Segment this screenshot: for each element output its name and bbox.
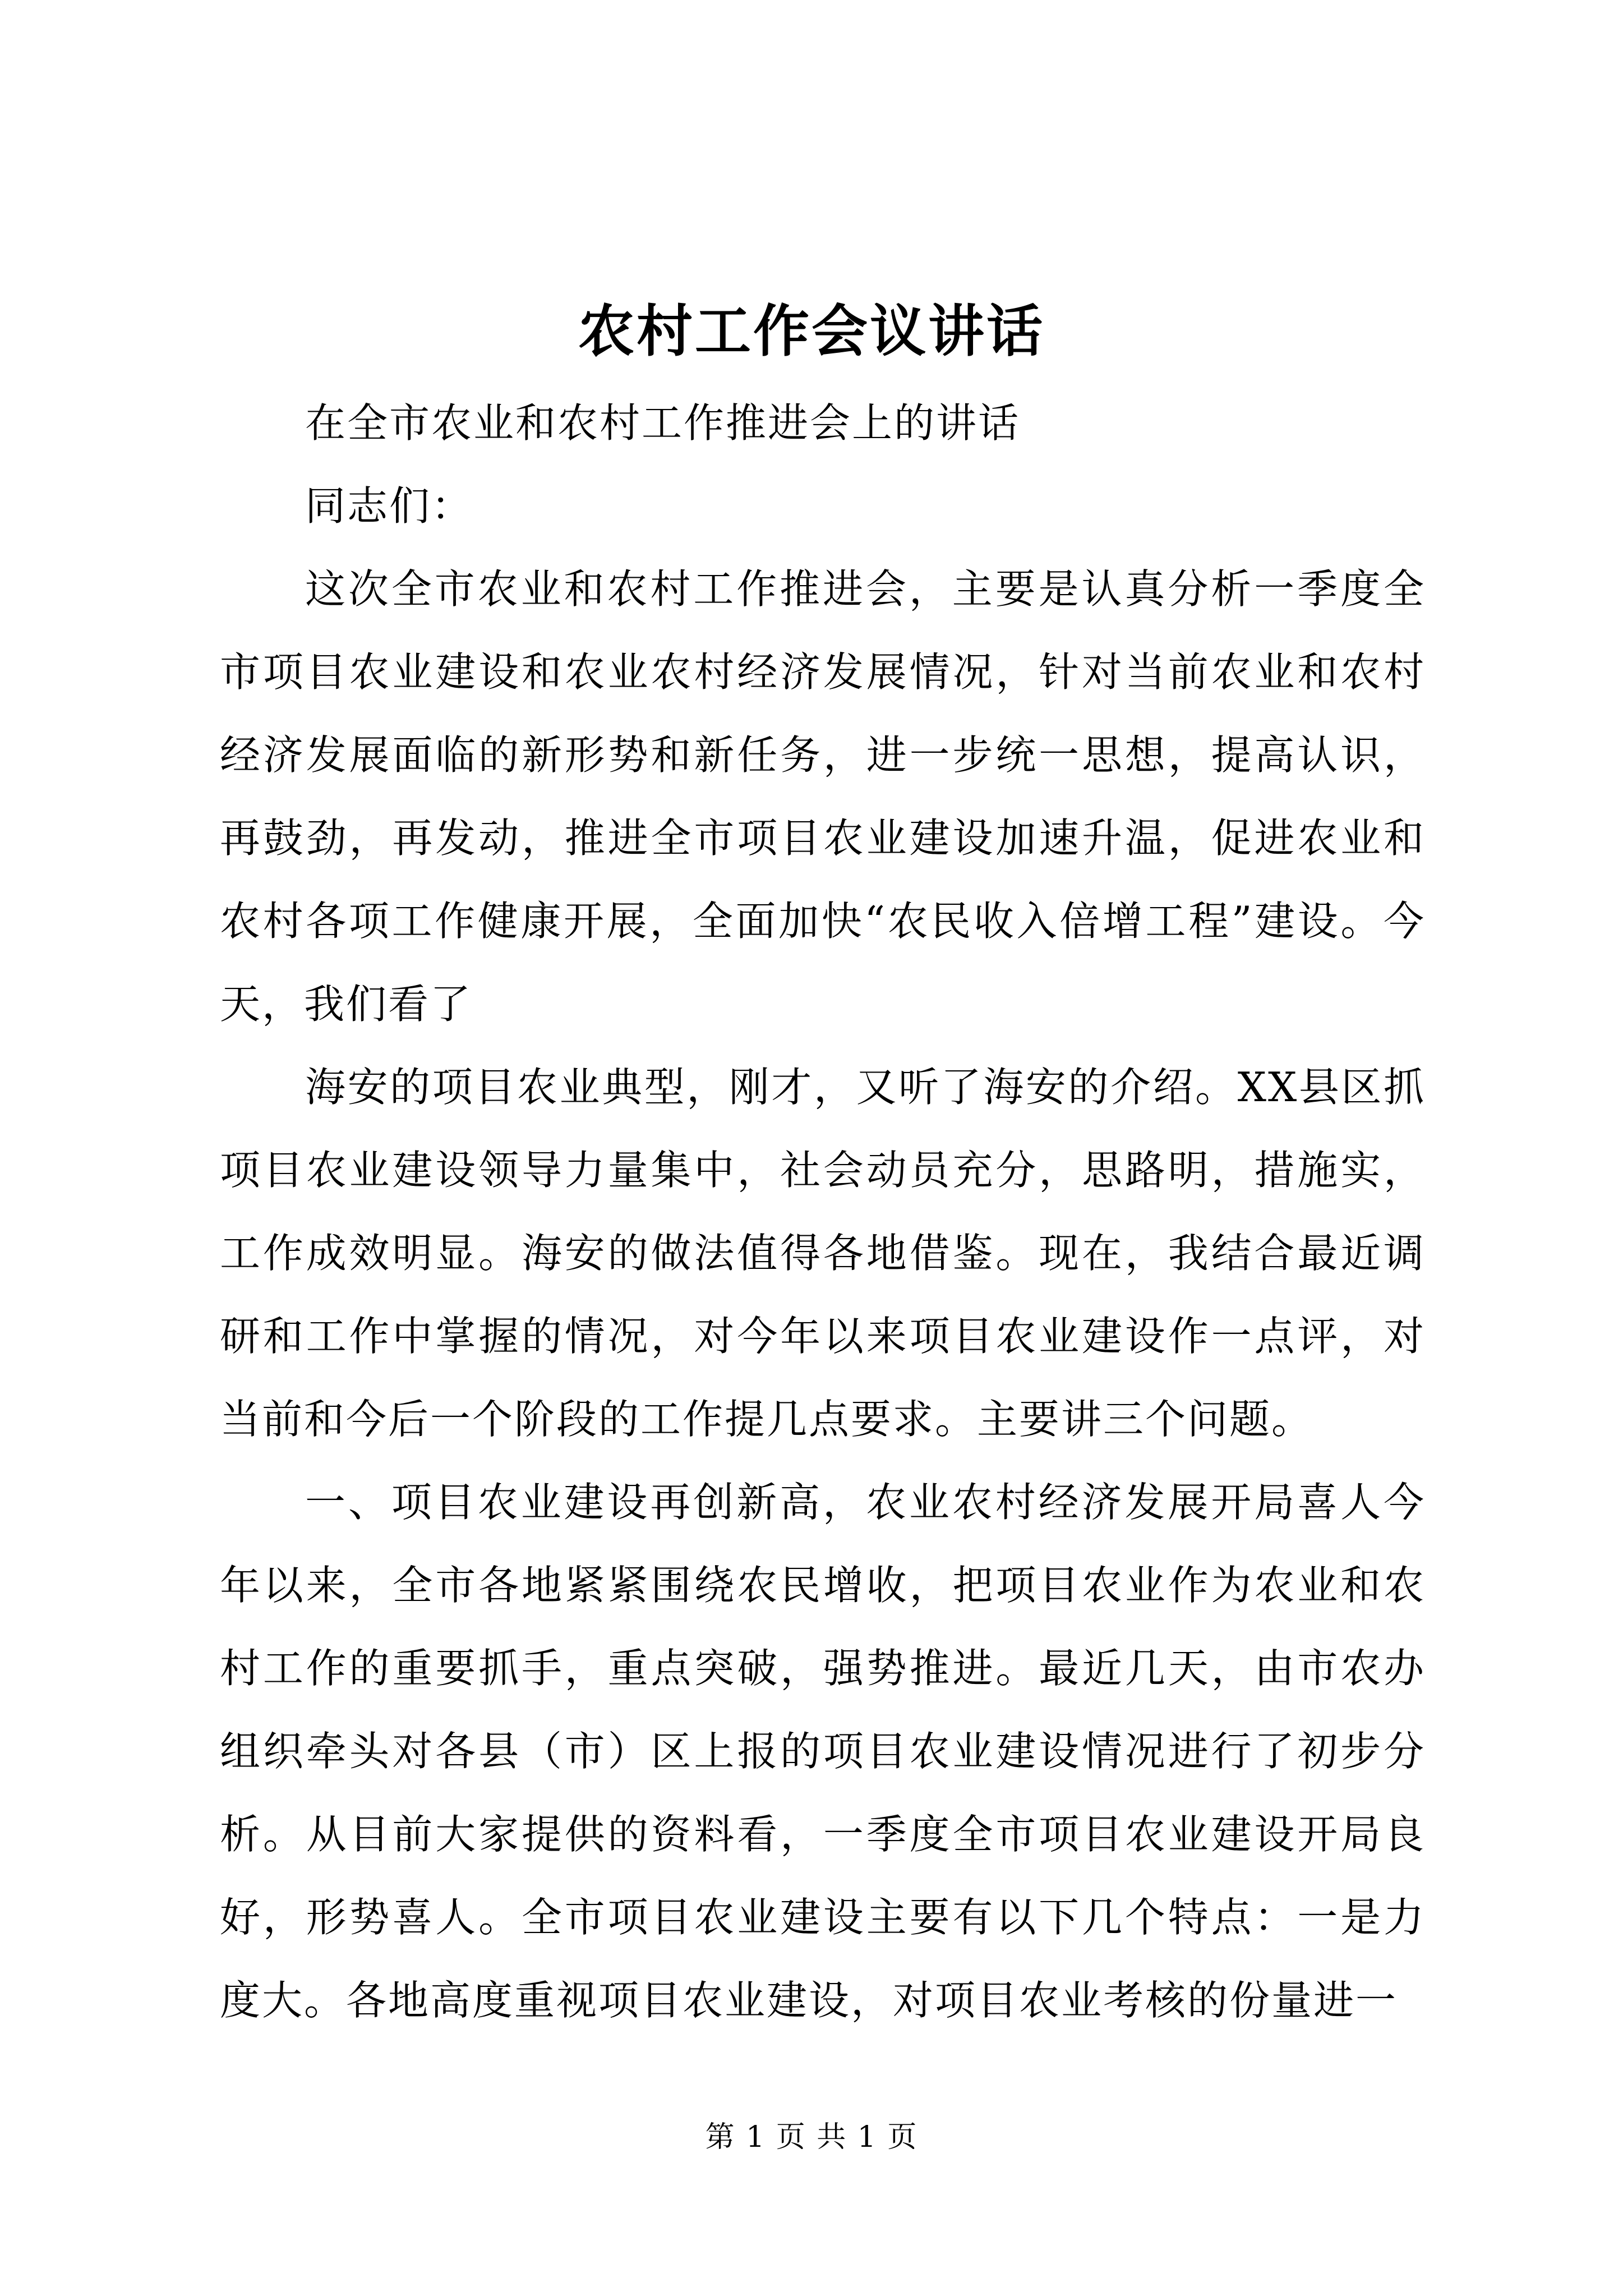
speech-subtitle: 在全市农业和农村工作推进会上的讲话 [305,399,1021,447]
salutation: 同志们： [305,482,474,530]
document-body [220,381,1426,2042]
paragraph-2: 海安的项目农业典型，刚才，又听了海安的介绍。XX县区抓项目农业建设领导力量集中，社会动员充分，思路明，措施实，工作成效明显。海安的做法值得各地借鉴。现在，我结合最近调研和工作中掌握的情况，对今年以来项目农业建设作一点评，对当前和今后一个阶段的工作提几点要求。主要讲三个问题。 [220,1064,1426,1443]
page-number-footer: 第 1 页 共 1 页 [705,2120,918,2154]
paragraph-3: 一、项目农业建设再创新高，农业农村经济发展开局喜人今年以来，全市各地紧紧围绕农民增收，把项目农业作为农业和农村工作的重要抓手，重点突破，强势推进。最近几天，由市农办组织牵头对各县（市）区上报的项目农业建设情况进行了初步分析。从目前大家提供的资料看，一季度全市项目农业建设开局良好，形势喜人。全市项目农业建设主要有以下几个特点：一是力度大。各地高度重视项目农业建设，对项目农业考核的份量进一 [220,1479,1426,2024]
document-title: 农村工作会议讲话 [578,298,1045,364]
paragraph-1: 这次全市农业和农村工作推进会，主要是认真分析一季度全市项目农业建设和农业农村经济发展情况，针对当前农业和农村经济发展面临的新形势和新任务，进一步统一思想，提高认识，再鼓劲，再发动，推进全市项目农业建设加速升温，促进农业和农村各项工作健康开展，全面加快“农民收入倍增工程”建设。今天，我们看了 [220,565,1426,1028]
